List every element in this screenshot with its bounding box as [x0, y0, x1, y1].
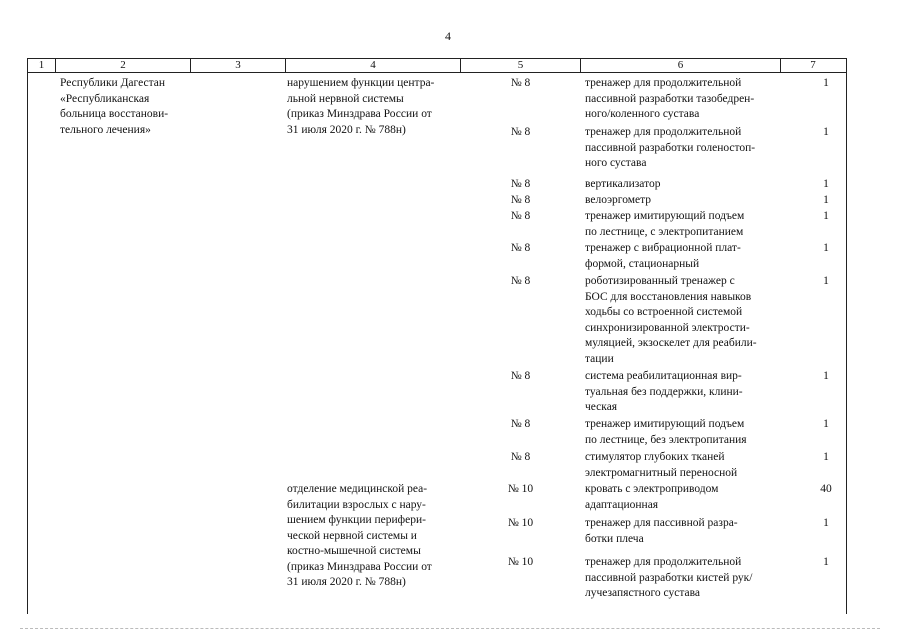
equipment-name-line: стимулятор глубоких тканей	[585, 451, 725, 463]
equipment-name-line: тренажер имитирующий подъем	[585, 210, 745, 222]
equipment-name	[585, 241, 772, 272]
order-number: № 8	[510, 77, 531, 89]
equipment-name-line: БОС для восстановления навыков	[585, 290, 752, 303]
equipment-name-line: вертикализатор	[585, 178, 661, 190]
department-line: костно-мышечной системы	[287, 545, 421, 557]
equipment-name-line: велоэргометр	[585, 194, 652, 206]
equipment-name-line: пассивной разработки тазобедрен-	[585, 92, 755, 105]
department-line: (приказ Минздрава России от	[287, 108, 432, 120]
column-number-1: 1	[38, 59, 45, 71]
equipment-name-line: кровать с электроприводом	[585, 483, 719, 495]
equipment-name	[585, 76, 772, 123]
department-description-1	[287, 76, 449, 138]
order-number: № 8	[510, 194, 531, 206]
column-number-6: 6	[677, 59, 684, 71]
organization-line: больница восстанови-	[60, 108, 169, 120]
quantity: 1	[823, 210, 829, 222]
order-number: № 8	[510, 418, 531, 430]
equipment-name-line: тренажер с вибрационной плат-	[585, 242, 741, 254]
organization-name	[60, 76, 188, 138]
department-line: 31 июля 2020 г. № 788н)	[287, 576, 406, 588]
equipment-name-line: тренажер имитирующий подъем	[585, 418, 745, 430]
department-line: (приказ Минздрава России от	[287, 560, 432, 573]
equipment-name-line: ного сустава	[585, 157, 647, 169]
equipment-name-line: тренажер для пассивной разра-	[585, 517, 738, 529]
equipment-name	[585, 450, 772, 481]
equipment-name-line: синхронизированной электрости-	[585, 321, 750, 334]
quantity: 1	[823, 556, 829, 568]
equipment-name-line: формой, стационарный	[585, 257, 700, 270]
equipment-name	[585, 193, 772, 209]
equipment-name	[585, 274, 772, 367]
order-number: № 8	[510, 275, 531, 287]
department-line: нарушением функции центра-	[287, 77, 435, 89]
equipment-name	[585, 369, 772, 416]
equipment-name-line: тренажер для продолжительной	[585, 126, 742, 138]
equipment-name	[585, 516, 772, 547]
organization-line: Республики Дагестан	[60, 77, 165, 89]
quantity: 1	[823, 451, 829, 463]
organization-line: «Республиканская	[60, 92, 150, 105]
order-number: № 8	[510, 126, 531, 138]
column-number-7: 7	[810, 59, 816, 71]
equipment-name	[585, 125, 772, 172]
quantity: 1	[823, 77, 829, 89]
order-number: № 8	[510, 178, 531, 190]
equipment-name-line: туальная без поддержки, клини-	[585, 385, 743, 398]
column-number-3: 3	[235, 59, 241, 71]
equipment-name	[585, 209, 772, 240]
equipment-name	[585, 417, 772, 448]
equipment-name-line: тренажер для продолжительной	[585, 556, 742, 568]
quantity: 1	[823, 178, 829, 190]
department-line: отделение медицинской реа-	[287, 483, 428, 495]
equipment-name	[585, 555, 772, 602]
quantity: 1	[823, 517, 829, 529]
page-number: 4	[445, 29, 451, 43]
quantity: 1	[823, 370, 829, 382]
order-number: № 10	[507, 483, 534, 495]
equipment-name	[585, 482, 772, 513]
quantity: 1	[823, 418, 829, 430]
equipment-name-line: по лестнице, с электропитанием	[585, 225, 744, 238]
quantity: 1	[823, 194, 829, 206]
equipment-name-line: пассивной разработки кистей рук/	[585, 571, 753, 584]
department-line: 31 июля 2020 г. № 788н)	[287, 123, 406, 136]
equipment-name-line: тации	[585, 352, 614, 365]
department-line: ческой нервной системы и	[287, 529, 417, 542]
scan-edge-artifact	[20, 628, 880, 629]
column-number-2: 2	[120, 59, 126, 71]
equipment-name-line: по лестнице, без электропитания	[585, 433, 747, 446]
equipment-name-line: тренажер для продолжительной	[585, 77, 742, 89]
quantity: 40	[820, 483, 832, 495]
order-number: № 8	[510, 451, 531, 463]
equipment-name-line: пассивной разработки голеностоп-	[585, 141, 756, 154]
department-description-2	[287, 482, 449, 591]
equipment-name	[585, 177, 772, 193]
department-line: билитации взрослых с нару-	[287, 498, 426, 511]
column-number-4: 4	[370, 59, 376, 71]
order-number: № 8	[510, 370, 531, 382]
equipment-name-line: система реабилитационная вир-	[585, 370, 742, 382]
equipment-name-line: ботки плеча	[585, 532, 644, 545]
equipment-name-line: роботизированный тренажер с	[585, 275, 735, 287]
order-number: № 8	[510, 242, 531, 254]
order-number: № 10	[507, 517, 534, 529]
quantity: 1	[823, 275, 829, 287]
order-number: № 8	[510, 210, 531, 222]
column-number-5: 5	[517, 59, 524, 71]
quantity: 1	[823, 242, 829, 254]
organization-line: тельного лечения»	[60, 123, 151, 136]
equipment-name-line: муляцией, экзоскелет для реабили-	[585, 337, 757, 349]
quantity: 1	[823, 126, 829, 138]
equipment-name-line: лучезапястного сустава	[585, 587, 701, 599]
equipment-name-line: ного/коленного сустава	[585, 108, 700, 120]
order-number: № 10	[507, 556, 534, 568]
equipment-name-line: электромагнитный переносной	[585, 466, 738, 479]
department-line: шением функции перифери-	[287, 514, 426, 526]
department-line: льной нервной системы	[287, 92, 404, 105]
equipment-name-line: адаптационная	[585, 498, 659, 511]
equipment-name-line: ческая	[585, 401, 618, 413]
equipment-name-line: ходьбы со встроенной системой	[585, 306, 743, 318]
